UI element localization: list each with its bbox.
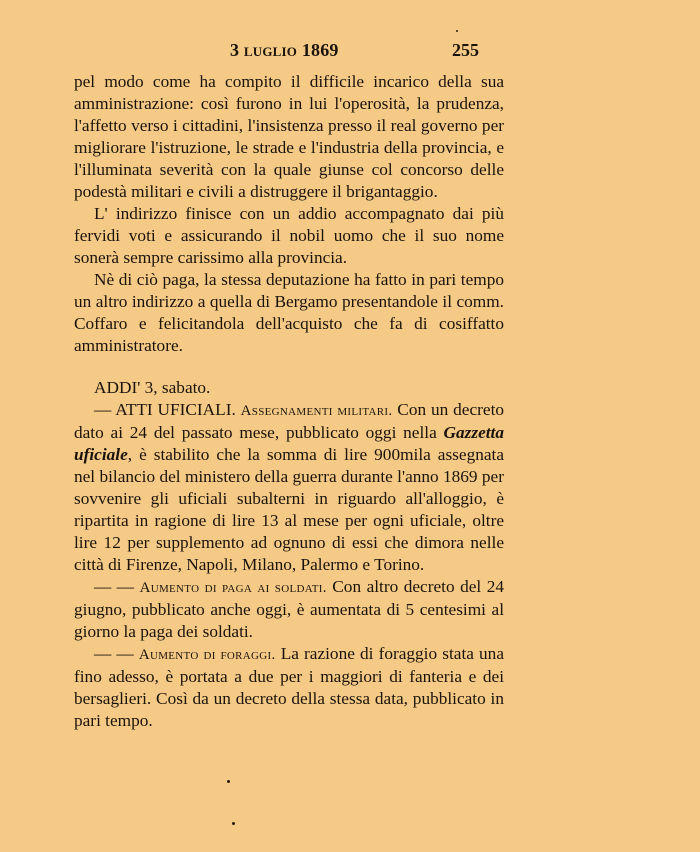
assegnamenti-heading: Assegnamenti militari. bbox=[240, 403, 393, 419]
date-line: ADDI' 3, sabato. bbox=[94, 378, 211, 397]
header-date bbox=[230, 40, 339, 61]
page-number: 255 bbox=[452, 40, 479, 60]
aumento-paga-dash: — — bbox=[94, 577, 135, 596]
aumento-paga-heading: Aumento di paga ai soldati. bbox=[139, 580, 327, 596]
print-speck-2 bbox=[232, 822, 235, 825]
body-text bbox=[74, 71, 504, 732]
assegnamenti-body-2: , è stabilito che la somma di lire 900mila assegnata nel bilancio del ministero della guerra durante l'anno 1869 per sovvenire gli uficiali subalterni in riguardo all'alloggio, è ripartita in ragione di lire 13 al mese per ogni uficiale, oltre lire 12 per supplemento ad ognuno di essi che dimora nelle città di Firenze, Napoli, Milano, Palermo e Torino. bbox=[74, 445, 504, 574]
atti-uficiali-label: — ATTI UFICIALI. bbox=[94, 400, 236, 419]
paragraph-aumento-paga bbox=[74, 576, 504, 643]
aumento-paga-body: Con altro decreto del 24 giugno, pubblicato anche oggi, è aumentata di 5 centesimi al giorno la paga dei soldati. bbox=[74, 577, 504, 641]
aumento-foraggi-heading: Aumento di foraggi. bbox=[138, 647, 276, 663]
paragraph-3: Nè di ciò paga, la stessa deputazione ha fatto in pari tempo un altro indirizzo a quella di Bergamo presentandole il comm. Coffaro e felicitandola dell'acquisto che fa di cosiffatto amministratore. bbox=[74, 270, 504, 355]
print-speck-3 bbox=[456, 30, 458, 32]
aumento-foraggi-body: La razione di foraggio stata una fino adesso, è portata a due per i maggiori di fanteria e dei bersaglieri. Così da un decreto della stessa data, pubblicato in pari tempo. bbox=[74, 644, 504, 730]
print-speck-1 bbox=[227, 780, 230, 783]
paragraph-aumento-foraggi bbox=[74, 643, 504, 732]
gazzetta-title: Gazzetta uficiale bbox=[74, 423, 504, 464]
aumento-foraggi-dash: — — bbox=[94, 644, 134, 663]
header-date-day: 3 bbox=[230, 40, 240, 60]
header-date-year: 1869 bbox=[301, 40, 339, 60]
paragraph-2: L' indirizzo finisce con un addio accompagnato dai più fervidi voti e assicurando il nobil uomo che il suo nome sonerà sempre carissimo alla provincia. bbox=[74, 204, 504, 267]
assegnamenti-body-1: Con un decreto dato ai 24 del passato mese, pubblicato oggi nella bbox=[74, 400, 505, 442]
paragraph-1: pel modo come ha compito il difficile incarico della sua amministrazione: così furono in lui l'operosità, la prudenza, l'affetto verso i cittadini, l'insistenza presso il real governo per migliorare l'istruzione, le strade e l'industria della provincia, e l'illuminata severità con la quale giunse col concorso delle podestà militari e civili a distruggere il brigantaggio. bbox=[74, 72, 504, 201]
paragraph-atti-uficiali bbox=[74, 399, 504, 576]
header-date-month: luglio bbox=[243, 40, 298, 60]
running-header bbox=[0, 40, 700, 64]
